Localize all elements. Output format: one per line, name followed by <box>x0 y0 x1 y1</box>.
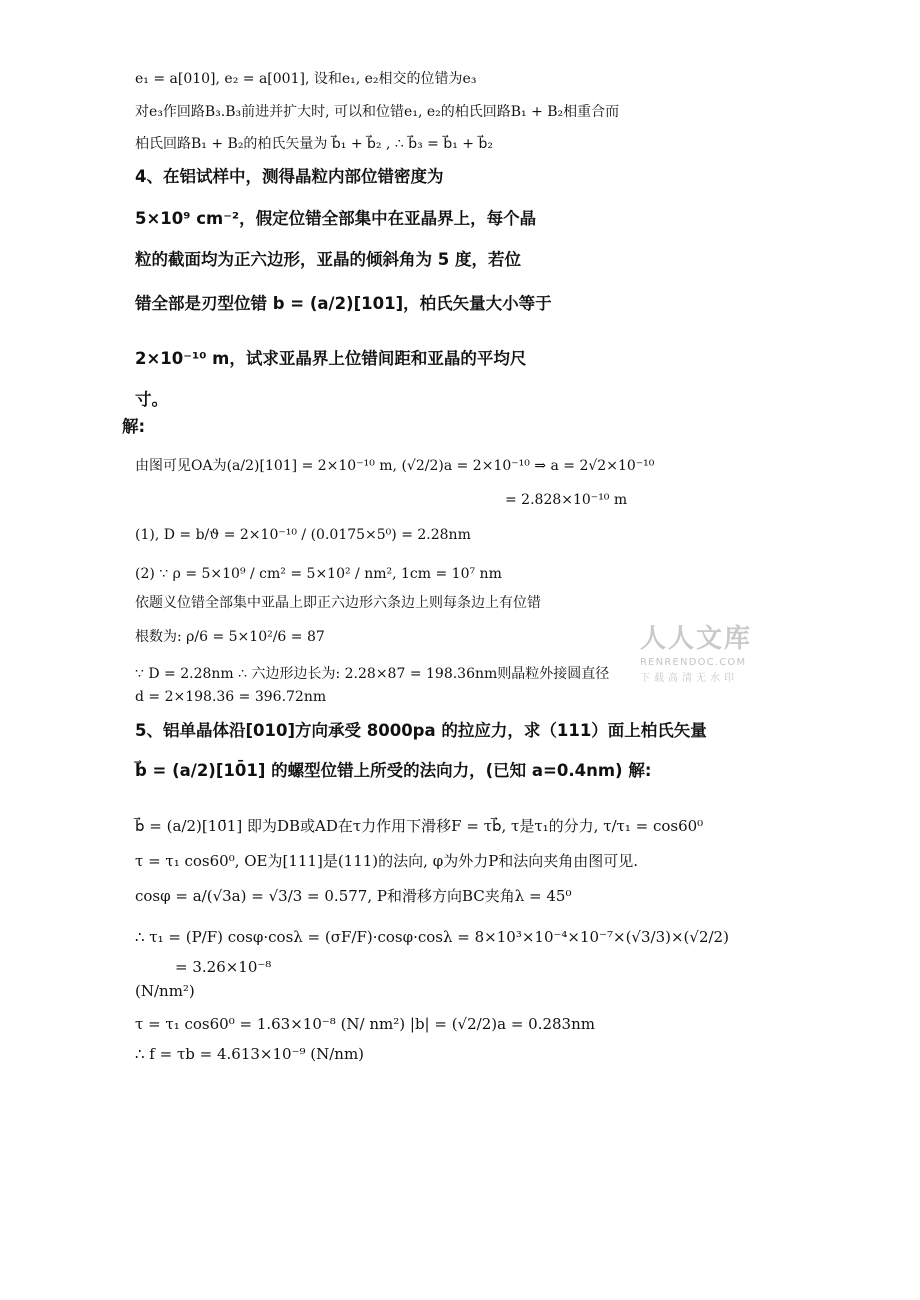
text-line-burgers-sum: 柏氏回路B₁ + B₂的柏氏矢量为 b⃗₁ + b⃗₂ , ∴ b⃗₃ = b⃗₁ + b⃗₂ <box>135 136 493 152</box>
solution-5-line-2: τ = τ₁ cos60⁰, OE为[111]是(111)的法向, φ为外力P和法向夹角由图可见. <box>135 852 639 870</box>
solution-5-line-7: τ = τ₁ cos60⁰ = 1.63×10⁻⁸ (N/ nm²) |b| = (√2/2)a = 0.283nm <box>135 1015 595 1033</box>
watermark-logo <box>640 618 780 684</box>
problem-5-line-1: 5、铝单晶体沿[010]方向承受 8000pa 的拉应力，求（111）面上柏氏矢量 <box>135 721 707 740</box>
solution-5-line-4: ∴ τ₁ = (P/F) cosφ·cosλ = (σF/F)·cosφ·cosλ = 8×10³×10⁻⁴×10⁻⁷×(√3/3)×(√2/2) <box>135 928 729 946</box>
problem-4-line-1: 4、在铝试样中，测得晶粒内部位错密度为 <box>135 167 444 186</box>
solution-4-line-1: 由图可见OA为(a/2)[101] = 2×10⁻¹⁰ m, (√2/2)a = 2×10⁻¹⁰ ⇒ a = 2√2×10⁻¹⁰ <box>135 458 655 474</box>
solution-4-line-2: = 2.828×10⁻¹⁰ m <box>505 492 628 508</box>
problem-4-line-3: 粒的截面均为正六边形，亚晶的倾斜角为 5 度，若位 <box>135 250 521 269</box>
solution-4-line-7: ∵ D = 2.28nm ∴ 六边形边长为: 2.28×87 = 198.36nm则晶粒外接圆直径 <box>135 666 610 682</box>
solution-5-line-8: ∴ f = τb = 4.613×10⁻⁹ (N/nm) <box>135 1045 365 1063</box>
problem-4-line-4: 错全部是刃型位错 b = (a/2)[101]，柏氏矢量大小等于 <box>135 294 552 313</box>
solution-5-line-6: (N/nm²) <box>135 982 195 1000</box>
solution-4-line-4: (2) ∵ ρ = 5×10⁹ / cm² = 5×10² / nm², 1cm = 10⁷ nm <box>135 566 502 582</box>
solution-4-line-5: 依题义位错全部集中亚晶上即正六边形六条边上则每条边上有位错 <box>135 595 541 611</box>
text-line-circuit: 对e₃作回路B₃.B₃前进并扩大时, 可以和位错e₁, e₂的柏氏回路B₁ + B₂相重合而 <box>135 104 620 120</box>
problem-4-line-2: 5×10⁹ cm⁻²，假定位错全部集中在亚晶界上，每个晶 <box>135 209 537 228</box>
solution-5-line-5: = 3.26×10⁻⁸ <box>175 958 272 976</box>
problem-5-line-2: b⃗ = (a/2)[10̄1] 的螺型位错上所受的法向力，(已知 a=0.4nm) 解: <box>135 761 652 780</box>
problem-4-line-5: 2×10⁻¹⁰ m，试求亚晶界上位错间距和亚晶的平均尺 <box>135 349 527 368</box>
solution-label: 解: <box>122 417 146 436</box>
solution-5-line-3: cosφ = a/(√3a) = √3/3 = 0.577, P和滑移方向BC夹角λ = 45⁰ <box>135 887 572 905</box>
solution-4-line-8: d = 2×198.36 = 396.72nm <box>135 689 327 705</box>
problem-4-line-6: 寸。 <box>135 390 168 409</box>
solution-4-line-3: (1), D = b/ϑ = 2×10⁻¹⁰ / (0.0175×5⁰) = 2.28nm <box>135 527 471 543</box>
watermark-brand-en: RENRENDOC.COM <box>640 657 747 668</box>
text-line-e-definition: e₁ = a[010], e₂ = a[001], 设和e₁, e₂相交的位错为e₃ <box>135 71 477 87</box>
solution-4-line-6: 根数为: ρ/6 = 5×10²/6 = 87 <box>135 629 325 645</box>
solution-5-line-1: b⃗ = (a/2)[10̄1] 即为DB或AD在τ力作用下滑移F = τb⃗, τ是τ₁的分力, τ/τ₁ = cos60⁰ <box>135 817 704 835</box>
watermark-tagline: 下载高清无水印 <box>640 673 738 684</box>
watermark-brand-cn: 人人文库 <box>640 624 753 654</box>
